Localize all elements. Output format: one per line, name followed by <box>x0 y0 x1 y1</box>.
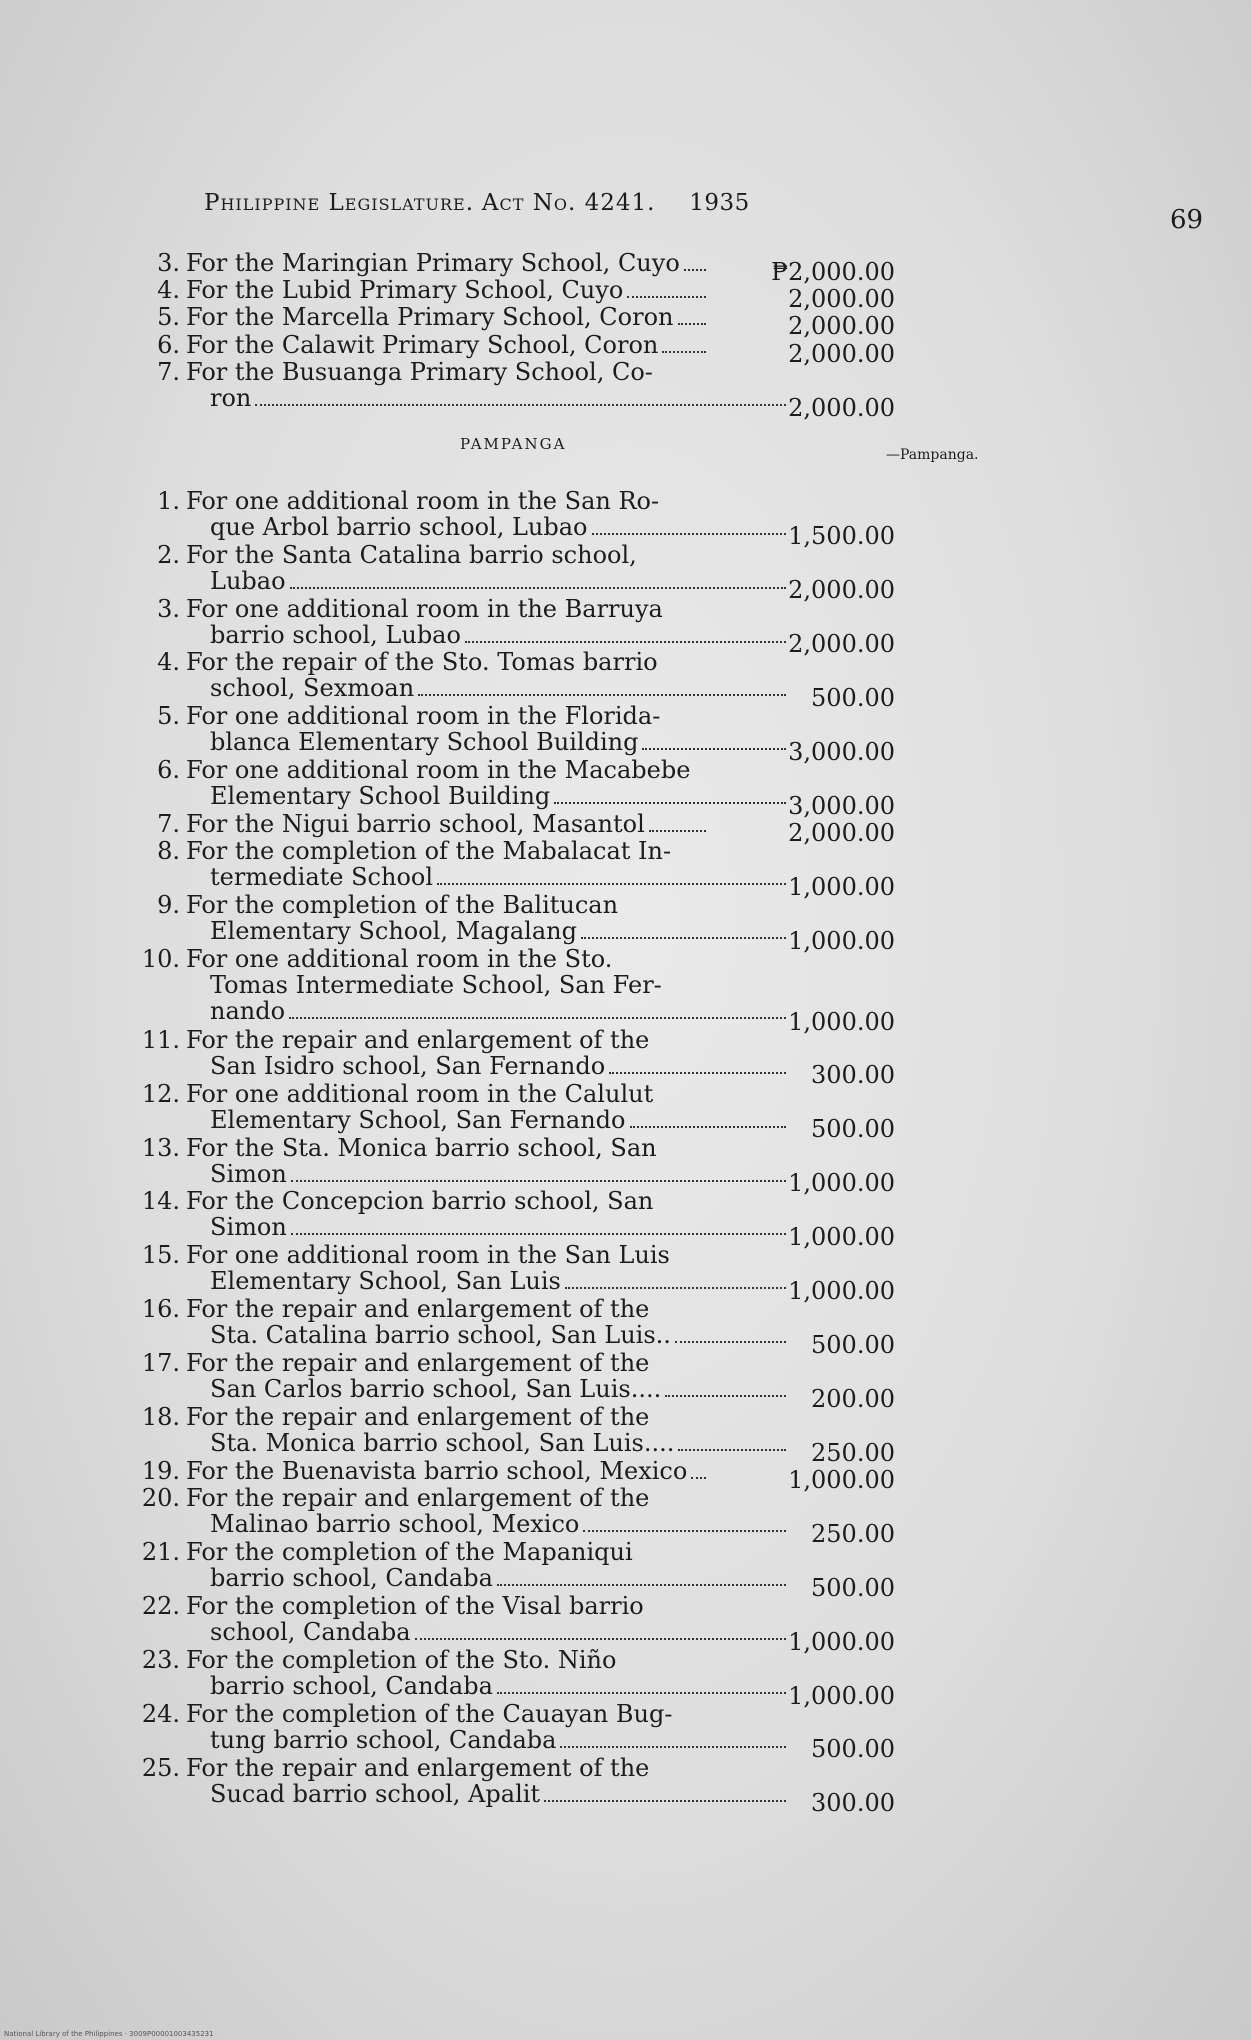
item-amount: 500.00 <box>811 1735 895 1764</box>
item-last-line <box>130 1458 708 1484</box>
appropriation-item <box>130 838 710 890</box>
item-last-line <box>130 1107 788 1133</box>
item-line <box>130 1539 710 1565</box>
item-amount: 1,000.00 <box>788 1465 895 1494</box>
item-amount: 1,500.00 <box>788 522 895 551</box>
dot-leader <box>255 403 786 406</box>
dot-leader <box>684 268 706 271</box>
item-text: Elementary School Building <box>210 782 551 811</box>
item-number: 7. <box>157 357 180 386</box>
item-line <box>130 1593 710 1619</box>
item-amount: 1,000.00 <box>788 1627 895 1656</box>
item-line <box>130 649 710 675</box>
item-text: Elementary School, San Fernando <box>210 1105 626 1134</box>
dot-leader <box>691 1476 706 1479</box>
item-line <box>130 596 710 622</box>
appropriation-item <box>130 1188 710 1240</box>
item-line <box>130 1081 710 1107</box>
item-line <box>130 359 710 385</box>
item-last-line <box>130 622 788 648</box>
item-text: For the Maringian Primary School, Cuyo <box>186 249 680 277</box>
item-text: For the Marcella Primary School, Coron <box>186 303 674 332</box>
item-line <box>130 838 710 864</box>
item-last-line <box>130 1268 788 1294</box>
item-line <box>130 1188 710 1214</box>
item-number: 5. <box>157 303 180 332</box>
item-line <box>130 946 710 972</box>
item-number: 16. <box>141 1295 180 1324</box>
item-text: For the repair and enlargement of the <box>186 1025 650 1054</box>
appropriation-item <box>130 1296 710 1348</box>
dot-leader <box>544 1799 786 1802</box>
item-amount: 200.00 <box>811 1384 895 1413</box>
item-last-line <box>130 332 708 358</box>
item-number: 6. <box>157 330 180 359</box>
item-text: San Isidro school, San Fernando <box>210 1051 606 1080</box>
item-amount: 500.00 <box>811 1115 895 1144</box>
item-text: For the repair and enlargement of the <box>186 1403 650 1431</box>
dot-leader <box>592 532 786 535</box>
appropriation-item <box>130 1404 710 1456</box>
item-text: blanca Elementary School Building <box>210 728 639 757</box>
item-number: 13. <box>141 1133 180 1162</box>
item-line <box>130 1135 710 1161</box>
item-number: 25. <box>141 1753 180 1782</box>
dot-leader <box>678 322 707 325</box>
appropriation-item <box>130 703 710 755</box>
item-amount: 3,000.00 <box>788 738 895 766</box>
appropriation-item <box>130 1081 710 1133</box>
item-amount: 1,000.00 <box>788 1007 895 1036</box>
item-number: 24. <box>141 1699 180 1728</box>
page-number: 69 <box>1170 205 1204 235</box>
item-line <box>130 1296 710 1322</box>
item-last-line <box>130 918 788 944</box>
item-text: For one additional room in the San Luis <box>186 1241 670 1270</box>
item-number: 21. <box>141 1538 180 1566</box>
item-text: For the completion of the Balitucan <box>186 891 619 920</box>
item-text: For the Concepcion barrio school, San <box>186 1187 654 1216</box>
dot-leader <box>662 350 706 353</box>
item-text: San Carlos barrio school, San Luis.... <box>210 1375 662 1404</box>
item-number: 4. <box>157 648 180 677</box>
item-last-line <box>130 998 788 1024</box>
item-amount: 2,000.00 <box>788 819 895 848</box>
act-year: 1935 <box>689 190 750 216</box>
item-last-line <box>130 304 708 330</box>
item-text: For the repair and enlargement of the <box>186 1295 650 1324</box>
appropriation-item <box>130 1647 710 1699</box>
item-last-line <box>130 729 788 755</box>
item-text: For the completion of the Sto. Niño <box>186 1645 617 1674</box>
item-number: 8. <box>157 837 180 866</box>
item-last-line <box>130 811 708 837</box>
item-text: Simon <box>210 1159 287 1188</box>
item-last-line <box>130 1322 788 1348</box>
dot-leader <box>554 801 786 804</box>
item-line <box>130 1242 710 1268</box>
appropriation-item <box>130 1135 710 1187</box>
item-text: For the Lubid Primary School, Cuyo <box>186 276 624 305</box>
dot-leader <box>418 693 786 696</box>
item-number: 12. <box>141 1079 180 1108</box>
dot-leader <box>291 1179 786 1182</box>
item-number: 14. <box>141 1187 180 1216</box>
item-last-line <box>130 1727 788 1753</box>
item-text: For the Buenavista barrio school, Mexico <box>186 1456 688 1485</box>
item-number: 2. <box>157 540 180 569</box>
item-amount: 250.00 <box>811 1438 895 1467</box>
item-text: Malinao barrio school, Mexico <box>210 1510 580 1539</box>
item-amount: 2,000.00 <box>788 339 895 368</box>
appropriation-item <box>130 542 710 594</box>
item-text: For the Nigui barrio school, Masantol <box>186 810 645 839</box>
item-amount: 1,000.00 <box>788 1681 895 1710</box>
item-line <box>130 1485 710 1511</box>
item-last-line <box>130 1161 788 1187</box>
item-text: barrio school, Candaba <box>210 1564 493 1592</box>
item-number: 23. <box>141 1645 180 1674</box>
item-line <box>130 1350 710 1376</box>
item-line <box>130 703 710 729</box>
item-number: 3. <box>157 249 180 277</box>
item-line <box>130 892 710 918</box>
dot-leader <box>497 1583 786 1586</box>
item-text: For the Santa Catalina barrio school, <box>186 540 637 569</box>
item-last-line <box>130 514 788 540</box>
item-text: barrio school, Candaba <box>210 1671 493 1700</box>
item-text: For one additional room in the San Ro- <box>186 486 660 515</box>
item-last-line <box>130 1376 788 1402</box>
item-amount: 500.00 <box>811 1330 895 1359</box>
dot-leader <box>583 1529 786 1532</box>
item-line <box>130 1755 710 1781</box>
item-number: 10. <box>141 945 180 974</box>
item-last-line <box>130 1511 788 1537</box>
appropriation-item <box>130 359 710 411</box>
item-text: termediate School <box>210 863 434 892</box>
item-text: For the repair and enlargement of the <box>186 1349 650 1378</box>
item-text: school, Sexmoan <box>210 674 415 703</box>
item-amount: 2,000.00 <box>788 630 895 659</box>
item-text: For one additional room in the Macabebe <box>186 756 691 785</box>
dot-leader <box>630 1125 787 1128</box>
item-text: barrio school, Lubao <box>210 620 461 649</box>
item-amount: ₱2,000.00 <box>771 258 895 286</box>
dot-leader <box>665 1394 786 1397</box>
item-last-line <box>130 1619 788 1645</box>
item-text: Elementary School, San Luis <box>210 1267 561 1296</box>
dot-leader <box>627 295 706 298</box>
appropriation-item <box>130 946 710 1024</box>
item-last-line <box>130 250 708 276</box>
dot-leader <box>560 1745 786 1748</box>
dot-leader <box>565 1286 786 1289</box>
item-line <box>130 542 710 568</box>
item-amount: 1,000.00 <box>788 1223 895 1252</box>
item-text: Tomas Intermediate School, San Fer- <box>210 971 662 1000</box>
footer-source-note: National Library of the Philippines · 3009P00001003435231 <box>4 2030 214 2038</box>
item-text: For one additional room in the Sto. <box>186 945 613 974</box>
item-last-line <box>130 277 708 303</box>
dot-leader <box>465 640 786 643</box>
appropriation-item <box>130 892 710 944</box>
publication-title: Philippine Legislature. <box>204 190 475 216</box>
item-last-line <box>130 1053 788 1079</box>
dot-leader <box>581 936 786 939</box>
item-line <box>130 1404 710 1430</box>
item-text: Lubao <box>210 566 286 595</box>
item-last-line <box>130 568 788 594</box>
dot-leader <box>289 1016 786 1019</box>
appropriation-item <box>130 649 710 701</box>
act-number: Act No. 4241. <box>481 190 656 216</box>
item-number: 17. <box>141 1349 180 1378</box>
item-text: For the completion of the Mapaniqui <box>186 1538 633 1566</box>
item-last-line <box>130 1781 788 1807</box>
dot-leader <box>291 1232 786 1235</box>
appropriation-item <box>130 332 710 358</box>
appropriation-item <box>130 250 710 276</box>
item-amount: 2,000.00 <box>788 312 895 341</box>
appropriation-item <box>130 757 710 809</box>
item-text: For one additional room in the Florida- <box>186 702 661 731</box>
item-line <box>130 488 710 514</box>
item-number: 19. <box>141 1456 180 1485</box>
item-number: 9. <box>157 891 180 920</box>
item-amount: 1,000.00 <box>788 873 895 901</box>
item-line <box>130 1701 710 1727</box>
item-amount: 500.00 <box>811 684 895 713</box>
appropriation-item <box>130 1027 710 1079</box>
section-heading: PAMPANGA <box>460 435 567 453</box>
item-number: 3. <box>157 594 180 623</box>
item-text: Simon <box>210 1213 287 1242</box>
item-last-line <box>130 385 788 411</box>
item-line <box>130 972 710 998</box>
item-last-line <box>130 1565 788 1591</box>
appropriation-item <box>130 1350 710 1402</box>
item-text: For the repair and enlargement of the <box>186 1484 650 1513</box>
item-text: For the repair of the Sto. Tomas barrio <box>186 648 658 677</box>
dot-leader <box>649 829 706 832</box>
item-number: 7. <box>157 810 180 839</box>
item-number: 6. <box>157 756 180 785</box>
item-text: Sta. Monica barrio school, San Luis.... <box>210 1429 675 1457</box>
item-number: 5. <box>157 702 180 731</box>
item-text: For the Sta. Monica barrio school, San <box>186 1133 657 1162</box>
dot-leader <box>437 882 786 885</box>
item-amount: 1,000.00 <box>788 1169 895 1198</box>
item-amount: 300.00 <box>811 1789 895 1818</box>
dot-leader <box>642 747 786 750</box>
margin-note: —Pampanga. <box>886 447 979 463</box>
item-text: For one additional room in the Barruya <box>186 594 663 623</box>
item-last-line <box>130 1430 788 1456</box>
item-line <box>130 757 710 783</box>
appropriation-item <box>130 1593 710 1645</box>
item-text: For the Busuanga Primary School, Co- <box>186 357 653 386</box>
appropriation-item <box>130 1242 710 1294</box>
item-text: Sta. Catalina barrio school, San Luis.. <box>210 1321 671 1350</box>
item-amount: 1,000.00 <box>788 926 895 955</box>
dot-leader <box>609 1071 786 1074</box>
item-number: 11. <box>141 1025 180 1054</box>
item-amount: 2,000.00 <box>788 576 895 605</box>
item-text: nando <box>210 997 286 1026</box>
appropriation-item <box>130 277 710 303</box>
item-text: Elementary School, Magalang <box>210 917 577 946</box>
item-number: 15. <box>141 1241 180 1270</box>
item-amount: 2,000.00 <box>788 393 895 422</box>
item-amount: 1,000.00 <box>788 1277 895 1305</box>
item-text: school, Candaba <box>210 1617 411 1646</box>
item-text: Sucad barrio school, Apalit <box>210 1779 541 1808</box>
appropriation-item <box>130 596 710 648</box>
item-last-line <box>130 675 788 701</box>
item-amount: 3,000.00 <box>788 791 895 820</box>
dot-leader <box>497 1691 786 1694</box>
item-number: 18. <box>141 1403 180 1431</box>
item-number: 1. <box>157 486 180 515</box>
appropriation-item <box>130 488 710 540</box>
item-text: tung barrio school, Candaba <box>210 1725 557 1754</box>
appropriation-item <box>130 1458 710 1484</box>
item-text: For the repair and enlargement of the <box>186 1753 650 1782</box>
item-text: For the completion of the Cauayan Bug- <box>186 1699 673 1728</box>
appropriation-item <box>130 304 710 330</box>
item-amount: 2,000.00 <box>788 285 895 314</box>
dot-leader <box>415 1637 786 1640</box>
item-amount: 300.00 <box>811 1061 895 1090</box>
item-number: 20. <box>141 1484 180 1513</box>
item-last-line <box>130 864 788 890</box>
item-number: 22. <box>141 1591 180 1620</box>
item-last-line <box>130 1214 788 1240</box>
item-text: For the Calawit Primary School, Coron <box>186 330 659 359</box>
item-text: For the completion of the Mabalacat In- <box>186 837 672 866</box>
item-last-line <box>130 783 788 809</box>
appropriation-item <box>130 1701 710 1753</box>
appropriation-item <box>130 1755 710 1807</box>
appropriation-item <box>130 1539 710 1591</box>
item-number: 4. <box>157 276 180 305</box>
item-text: For the completion of the Visal barrio <box>186 1591 644 1620</box>
item-text: que Arbol barrio school, Lubao <box>210 512 588 541</box>
item-amount: 500.00 <box>811 1573 895 1602</box>
item-last-line <box>130 1673 788 1699</box>
item-line <box>130 1647 710 1673</box>
appropriation-item <box>130 1485 710 1537</box>
dot-leader <box>290 586 786 589</box>
item-text: For one additional room in the Calulut <box>186 1079 654 1108</box>
appropriation-item <box>130 811 710 837</box>
item-amount: 250.00 <box>811 1519 895 1548</box>
item-text: ron <box>210 383 252 412</box>
item-line <box>130 1027 710 1053</box>
